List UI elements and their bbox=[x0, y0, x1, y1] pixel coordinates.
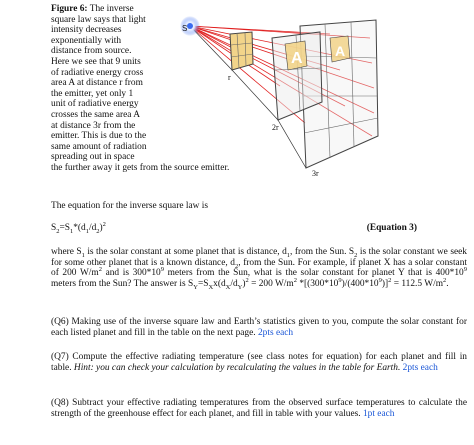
figure-caption bbox=[51, 4, 230, 174]
source-label: S bbox=[182, 24, 188, 33]
equation-label: (Equation 3) bbox=[366, 223, 417, 233]
points-badge: 2pts each bbox=[257, 327, 294, 338]
caption-line: crosses the same area A bbox=[51, 109, 141, 120]
question-q8: (Q8) Subtract your effective radiating temperatures from the observed surface temperatures to calculate the strength of the greenhouse effect for each planet, and fill in table with your values. 1pt each bbox=[51, 398, 467, 419]
panel-r bbox=[230, 32, 253, 70]
area-label-2r: A bbox=[291, 50, 303, 67]
inverse-square-equation: $S_2=S_1*(d_1/d_2)^2$ bbox=[51, 220, 106, 235]
explanation-paragraph: where $S_1$ is the solar constant at some planet that is distance, $d_1$, from the Sun. $S_2$ is the solar constant we seek for some other planet that is a known distance, $d_2$, from the Sun. For example, if planet X has a solar constant of 200 $W/m^2$ and is $300*10^9$ meters from the Sun, what is the solar constant for planet Y that is $400*10^9$ meters from the Sun? The answer is $S_Y=S_Xx(d_X/d_Y)^2 = 200$ $W/m^2$ $*[(300*10^9)/(400*10^9)]^2 = 112.5$ $W/m^2$. bbox=[51, 247, 467, 291]
figure-label: Figure 6: bbox=[51, 4, 88, 14]
area-label-3r: A bbox=[335, 43, 346, 59]
distance-label-2r: 2r bbox=[272, 123, 279, 132]
distance-label-r: r bbox=[228, 73, 231, 82]
caption-line: unit of radiative energy bbox=[51, 99, 139, 110]
caption-line: at distance 3r from the bbox=[51, 120, 136, 131]
caption-line: Here we see that 9 units bbox=[51, 56, 141, 67]
distance-label-3r: 3r bbox=[312, 169, 319, 178]
caption-line: emitter. This is due to the bbox=[51, 131, 147, 142]
caption-line: intensity decreases bbox=[51, 25, 122, 36]
points-badge: 1pt each bbox=[362, 408, 395, 419]
caption-line: exponentially with bbox=[51, 35, 122, 46]
light-source bbox=[187, 23, 193, 29]
caption-line: Figure 6: The inverse bbox=[51, 4, 134, 14]
question-q6: (Q6) Making use of the inverse square law and Earth’s statistics given to you, compute the solar constant for each listed planet and fill in the table on the next page. 2pts each bbox=[51, 317, 467, 338]
caption-line: area A at distance r from bbox=[51, 78, 143, 89]
question-q7: (Q7) Compute the effective radiating temperature (see class notes for equation) for each planet and fill in table. Hint: you can check your calculation by recalculating the values in the table for Earth. 2pts each bbox=[51, 352, 467, 373]
caption-line: spreading out in space bbox=[51, 152, 135, 163]
caption-line: the emitter, yet only 1 bbox=[51, 88, 134, 99]
caption-line: same amount of radiation bbox=[51, 141, 147, 152]
inverse-square-figure bbox=[180, 8, 380, 178]
points-badge: 2pts each bbox=[402, 362, 438, 373]
hint-text: Hint: you can check your calculation by recalculating the values in the table for Earth. bbox=[73, 362, 401, 373]
caption-line: distance from source. bbox=[51, 46, 132, 57]
caption-line: the further away it gets from the source emitter. bbox=[51, 162, 230, 173]
caption-line: square law says that light bbox=[51, 14, 146, 25]
caption-line: of radiative energy cross bbox=[51, 67, 144, 78]
equation-intro: The equation for the inverse square law is bbox=[51, 201, 208, 211]
